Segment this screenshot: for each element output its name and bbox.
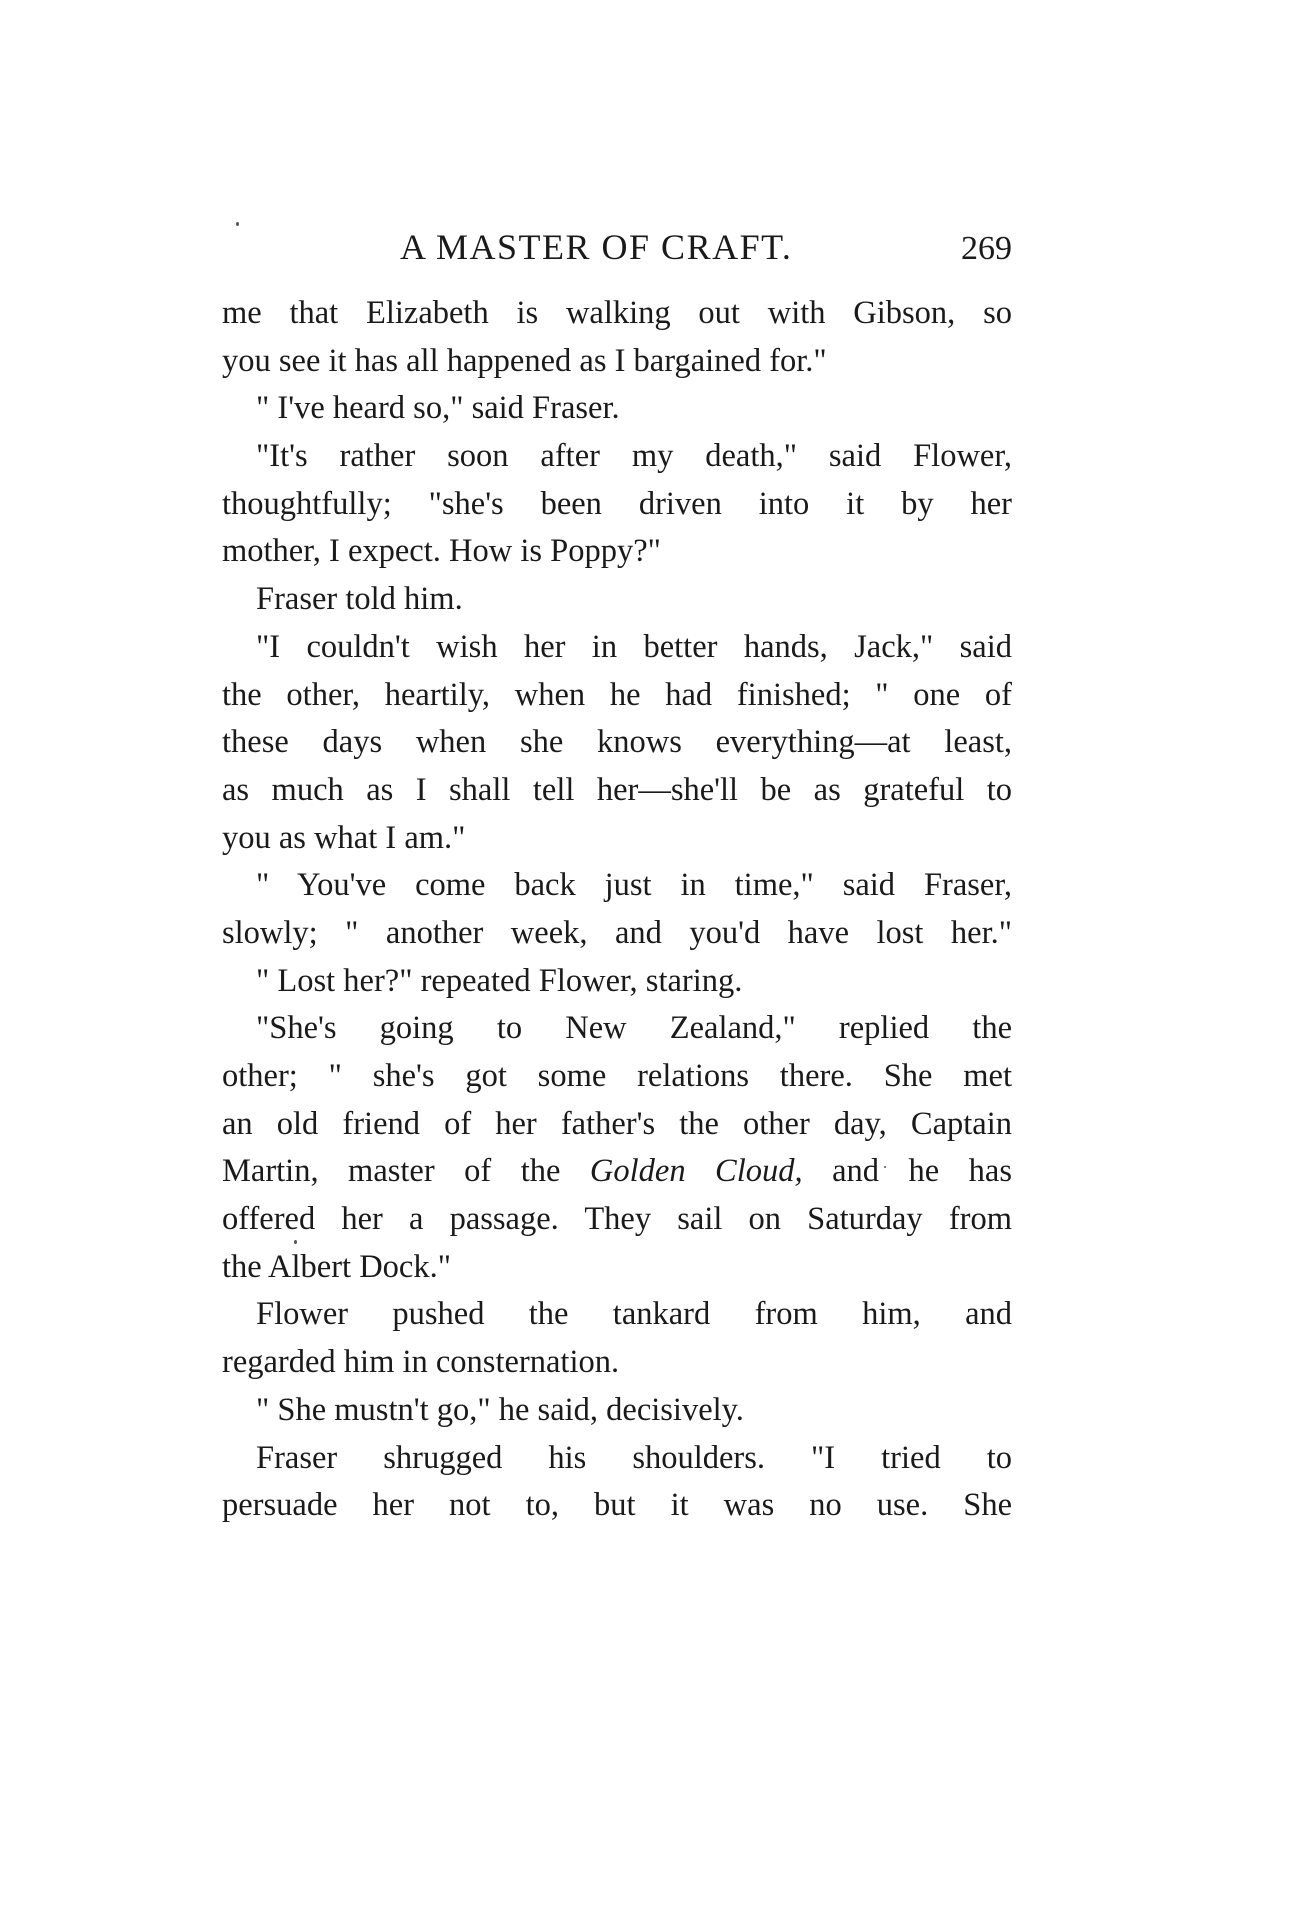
text-line: these days when she knows everything—at least, <box>222 724 1012 761</box>
text-line: Flower pushed the tankard from him, and <box>256 1296 1012 1333</box>
text-line: regarded him in consternation. <box>222 1344 620 1381</box>
body-text <box>222 290 1012 1530</box>
text-line: offered her a passage. They sail on Saturday from <box>222 1201 1012 1238</box>
text-line: " She mustn't go," he said, decisively. <box>256 1391 744 1428</box>
text-line: thoughtfully; "she's been driven into it by her <box>222 485 1012 522</box>
text-line: Fraser told him. <box>256 581 463 618</box>
text-line: you as what I am." <box>222 819 466 856</box>
text-line: you see it has all happened as I bargained for." <box>222 342 827 379</box>
running-title: A MASTER OF CRAFT. <box>400 227 793 267</box>
text-line: an old friend of her father's the other day, Captain <box>222 1105 1012 1142</box>
text-line: the Albert Dock." <box>222 1248 451 1285</box>
text-line: "She's going to New Zealand," replied the <box>256 1010 1012 1047</box>
text-line: " I've heard so," said Fraser. <box>256 390 620 427</box>
text-line: " You've come back just in time," said Fraser, <box>256 867 1012 904</box>
text-line: other; " she's got some relations there. She met <box>222 1058 1012 1094</box>
text-segment: Martin, master of the <box>222 1153 561 1190</box>
text-line: slowly; " another week, and you'd have lost her." <box>222 914 1012 951</box>
page-number: 269 <box>961 230 1012 267</box>
text-segment: and he has <box>832 1153 1012 1190</box>
text-line: mother, I expect. How is Poppy?" <box>222 533 661 570</box>
text-line <box>222 1148 1012 1196</box>
text-line: " Lost her?" repeated Flower, staring. <box>256 962 743 999</box>
text-line: "It's rather soon after my death," said Flower, <box>256 438 1012 475</box>
text-line: the other, heartily, when he had finished; " one of <box>222 676 1012 713</box>
ship-name: Golden Cloud, <box>589 1153 803 1190</box>
text-line: Fraser shrugged his shoulders. "I tried to <box>256 1439 1012 1476</box>
page-header <box>222 222 1012 272</box>
text-line: me that Elizabeth is walking out with Gibson, so <box>222 295 1012 331</box>
text-line: persuade her not to, but it was no use. She <box>222 1487 1012 1524</box>
text-line: "I couldn't wish her in better hands, Jack," said <box>256 628 1012 665</box>
text-line: as much as I shall tell her—she'll be as grateful to <box>222 771 1012 808</box>
